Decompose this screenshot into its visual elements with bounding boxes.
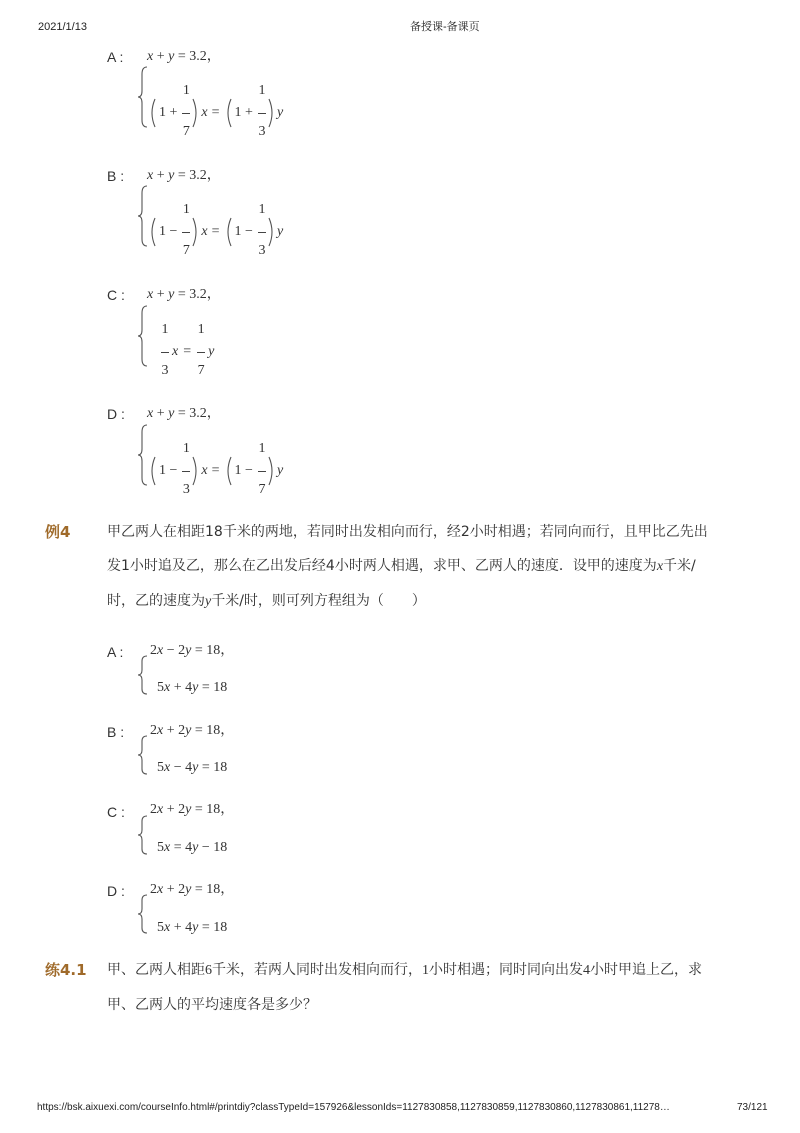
brace-stroke (138, 816, 147, 854)
page-url: https://bsk.aixuexi.com/courseInfo.html#/printdiy?classTypeId=157926&lessonIds=1127830858,1127830859,1127830860,1127830861,11278… (37, 1102, 670, 1113)
equation-line-2 (148, 201, 283, 263)
question-line: 甲、乙两人的平均速度各是多少？ (107, 997, 317, 1013)
variable (200, 224, 207, 240)
left-brace (137, 815, 149, 855)
fraction (257, 441, 267, 502)
numerator: 1 (258, 201, 266, 217)
equals-sign: = (211, 463, 220, 478)
option-label: C : (107, 287, 125, 303)
term-prefix: 1 − (234, 224, 253, 239)
term-prefix: 1 + (159, 105, 178, 120)
brace-stroke (138, 186, 147, 246)
left-parenthesis (224, 98, 233, 128)
math-variable: x (157, 882, 164, 897)
denominator: 3 (161, 362, 169, 378)
right-parenthesis (191, 217, 200, 247)
math-variable: y (192, 920, 199, 935)
question-line: 时，乙的速度为y千米/时，则可列方程组为（ ） (107, 593, 426, 609)
variable (200, 105, 207, 121)
parenthesis-stroke (152, 99, 155, 127)
prev-option-a (0, 47, 800, 147)
denominator: 3 (182, 481, 190, 497)
variable (276, 463, 283, 479)
numerator: 1 (258, 82, 266, 98)
term-prefix: 1 + (234, 105, 253, 120)
parenthesis-stroke (193, 99, 196, 127)
fraction (257, 202, 267, 263)
math-variable: x (656, 559, 664, 574)
math-variable: x (201, 463, 208, 478)
equation-line-1: x + y = 3.2， (147, 406, 221, 421)
math-number: 1 (422, 963, 429, 978)
term-prefix: 1 − (159, 224, 178, 239)
right-parenthesis (191, 98, 200, 128)
math-variable: x (164, 840, 171, 855)
page-title: 备授课-备课页 (410, 21, 480, 33)
right-parenthesis (267, 217, 276, 247)
equation-line-2: 5x + 4y = 18 (157, 920, 228, 935)
math-variable: x (157, 802, 164, 817)
fraction (181, 441, 191, 502)
parenthesis-stroke (193, 218, 196, 246)
math-variable: x (164, 760, 171, 775)
numerator: 1 (182, 440, 190, 456)
math-variable: x (147, 168, 154, 183)
math-variable: x (164, 920, 171, 935)
math-variable: y (276, 224, 284, 239)
prev-option-b (0, 166, 800, 266)
prev-option-c (0, 285, 800, 385)
brace-stroke (138, 67, 147, 127)
numerator: 1 (197, 321, 205, 337)
denominator: 7 (182, 123, 190, 139)
numerator: 1 (258, 440, 266, 456)
equation-line-2: 5x + 4y = 18 (157, 680, 228, 695)
math-variable: x (157, 643, 164, 658)
math-variable: y (276, 463, 284, 478)
equation-line-2: 5x = 4y − 18 (157, 840, 228, 855)
denominator: 7 (182, 242, 190, 258)
equation-line-1: x + y = 3.2， (147, 168, 221, 183)
option-label: A : (107, 644, 124, 660)
term-prefix: 1 − (159, 463, 178, 478)
math-variable: y (192, 760, 199, 775)
term-prefix: 1 − (234, 463, 253, 478)
denominator: 7 (197, 362, 205, 378)
brace-stroke (138, 656, 147, 694)
denominator: 7 (258, 481, 266, 497)
numerator: 1 (182, 82, 190, 98)
equals-sign: = (211, 224, 220, 239)
fraction-bar (197, 352, 205, 353)
math-variable: y (168, 287, 175, 302)
math-variable: x (201, 105, 208, 120)
math-variable: y (208, 344, 215, 359)
parenthesis-stroke (152, 218, 155, 246)
numerator: 1 (182, 201, 190, 217)
left-brace (137, 894, 149, 934)
math-variable: x (147, 287, 154, 302)
denominator: 3 (258, 242, 266, 258)
equation-line-2 (160, 321, 214, 383)
prev-option-d (0, 404, 800, 504)
left-brace (137, 655, 149, 695)
variable (276, 105, 283, 121)
left-parenthesis (148, 98, 157, 128)
numerator: 1 (161, 321, 169, 337)
fraction-bar (161, 352, 169, 353)
math-variable: y (276, 105, 284, 120)
variable (276, 224, 283, 240)
math-variable: y (168, 49, 175, 64)
fraction-bar (182, 113, 190, 114)
parenthesis-stroke (228, 99, 231, 127)
brace-stroke (138, 736, 147, 774)
math-variable: x (201, 224, 208, 239)
fraction (181, 83, 191, 144)
option-label: B : (107, 724, 125, 740)
option-label: C : (107, 804, 125, 820)
page-number: 73/121 (737, 1102, 768, 1113)
right-parenthesis (267, 456, 276, 486)
left-parenthesis (148, 456, 157, 486)
print-date: 2021/1/13 (38, 21, 87, 33)
math-variable: y (192, 840, 199, 855)
brace-stroke (138, 425, 147, 485)
example-question-text (107, 515, 708, 619)
parenthesis-stroke (228, 218, 231, 246)
variable (200, 463, 207, 479)
fraction-bar (258, 232, 266, 233)
left-brace (137, 305, 149, 367)
fraction (257, 83, 267, 144)
parenthesis-stroke (228, 457, 231, 485)
equation-line-1: 2x + 2y = 18， (150, 882, 235, 897)
practice-question-text (107, 953, 702, 1022)
variable (170, 344, 178, 360)
parenthesis-stroke (269, 218, 272, 246)
math-variable: y (185, 882, 192, 897)
question-line: 甲、乙两人相距6千米，若两人同时出发相向而行，1小时相遇；同时同向出发4小时甲追上乙，求 (107, 962, 702, 978)
math-variable: y (192, 680, 199, 695)
equation-line-1: x + y = 3.2， (147, 49, 221, 64)
left-parenthesis (148, 217, 157, 247)
option-label: A : (107, 49, 124, 65)
right-parenthesis (191, 456, 200, 486)
math-variable: x (147, 49, 154, 64)
equation-line-2 (148, 440, 283, 502)
math-variable: y (185, 723, 192, 738)
equation-line-2 (148, 82, 283, 144)
math-number: 6 (205, 963, 212, 978)
math-variable: x (164, 680, 171, 695)
fraction-bar (182, 232, 190, 233)
option-label: B : (107, 168, 125, 184)
math-variable: y (185, 643, 192, 658)
equation-line-1: x + y = 3.2， (147, 287, 221, 302)
math-variable: x (147, 406, 154, 421)
brace-stroke (138, 306, 147, 366)
parenthesis-stroke (269, 457, 272, 485)
right-parenthesis (267, 98, 276, 128)
fraction (181, 202, 191, 263)
fraction (196, 322, 206, 383)
brace-stroke (138, 895, 147, 933)
fraction-bar (258, 113, 266, 114)
equation-line-2: 5x − 4y = 18 (157, 760, 228, 775)
math-variable: y (185, 802, 192, 817)
variable (206, 344, 214, 360)
equation-line-1: 2x + 2y = 18， (150, 723, 235, 738)
equation-line-1: 2x + 2y = 18， (150, 802, 235, 817)
fraction-bar (258, 471, 266, 472)
parenthesis-stroke (269, 99, 272, 127)
fraction (160, 322, 170, 383)
option-label: D : (107, 406, 125, 422)
left-parenthesis (224, 217, 233, 247)
denominator: 3 (258, 123, 266, 139)
math-variable: x (157, 723, 164, 738)
question-line: 甲乙两人在相距18千米的两地，若同时出发相向而行，经2小时相遇；若同向而行，且甲比乙先出 (107, 524, 708, 540)
math-number: 4 (583, 963, 590, 978)
fraction-bar (182, 471, 190, 472)
math-variable: y (205, 594, 212, 609)
equals-sign: = (211, 105, 220, 120)
math-variable: x (172, 344, 179, 359)
math-variable: y (168, 168, 175, 183)
equation-line-1: 2x − 2y = 18， (150, 643, 235, 658)
parenthesis-stroke (193, 457, 196, 485)
math-variable: y (168, 406, 175, 421)
parenthesis-stroke (152, 457, 155, 485)
example-label: 例4 (45, 523, 71, 541)
practice-label: 练4.1 (45, 961, 87, 979)
left-brace (137, 735, 149, 775)
equals-sign: = (183, 344, 192, 359)
left-parenthesis (224, 456, 233, 486)
question-line: 发1小时追及乙，那么在乙出发后经4小时两人相遇，求甲、乙两人的速度．设甲的速度为x千米/ (107, 558, 696, 574)
option-label: D : (107, 883, 125, 899)
